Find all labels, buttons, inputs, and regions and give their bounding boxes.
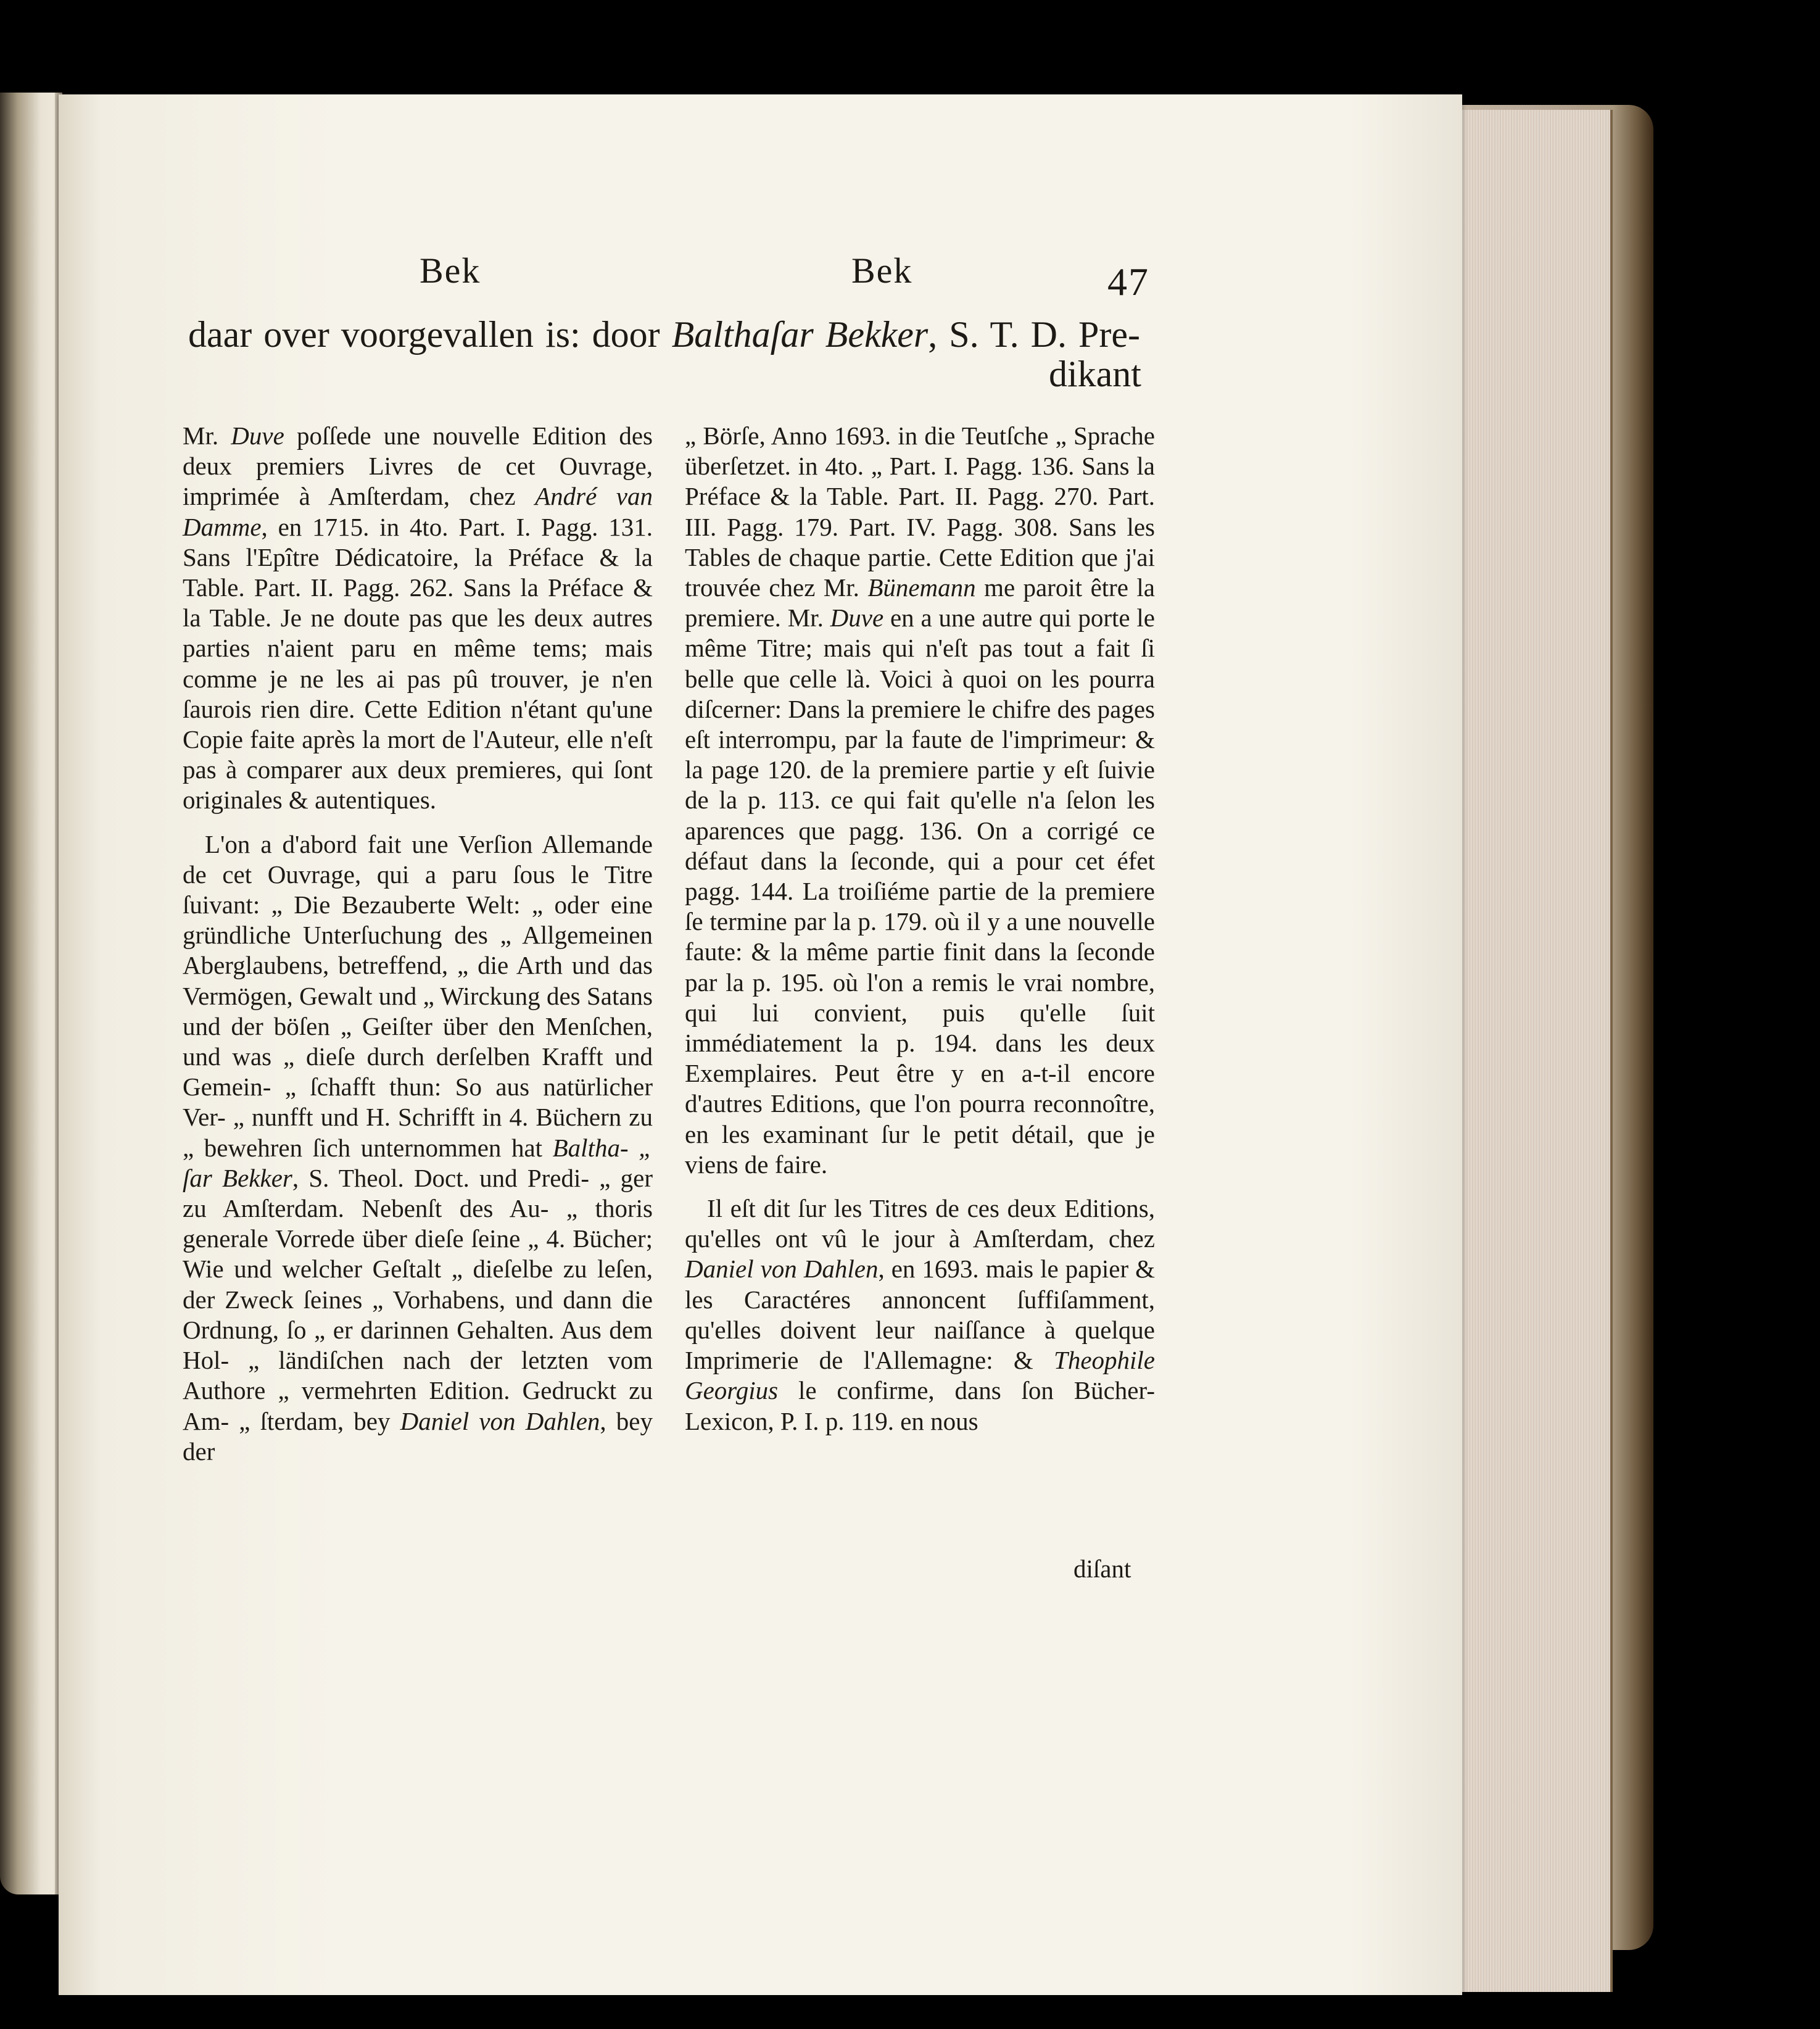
italic-name: André van Damme [183, 482, 653, 541]
left-text-column [183, 421, 653, 1467]
text-run: , en 1693. mais le papier & les Caractéres annoncent ſuffiſamment, qu'elles doivent leur naiſſance à quelque Imprimerie de l'Allemagne: & [685, 1255, 1156, 1375]
paragraph [183, 829, 653, 1467]
paragraph [685, 421, 1155, 1180]
text-run: , en 1715. in 4to. Part. I. Pagg. 131. Sans l'Epître Dédicatoire, la Préface & la Table. Part. II. Pagg. 262. Sans la Préface & la Table. Je ne doute pas que les deux autres parties n'aient paru en même tems; mais comme je ne les ai pas pû trouver, je n'en ſaurois rien dire. Cette Edition n'étant qu'une Copie faite après la mort de l'Auteur, elle n'eſt pas à comparer aux deux premieres, qui ſont originales & autentiques. [183, 512, 653, 815]
italic-name: Duve [231, 421, 284, 450]
italic-name: Duve [830, 604, 884, 633]
text-run: L'on a d'abord fait une Verſion Allemande de cet Ouvrage, qui a paru ſous le Titre ſuivant: „ Die Bezauberte Welt: „ oder eine gründliche Unterſuchung des „ Allgemeinen Aberglaubens, betreffend, „ die Arth und das Vermögen, Gewalt und „ Wirckung des Satans und der böſen „ Geiſter über den Menſchen, und was „ dieſe durch derſelben Krafft und Gemein- „ ſchafft thun: So aus natürlicher Ver- „ nunfft und H. Schrifft in 4. Büchern zu „ bewehren ſich unternommen hat [183, 829, 653, 1162]
italic-name: Bünemann [867, 573, 976, 602]
facing-page-edge [0, 93, 59, 1894]
title-author: Balthaſar Bekker [671, 314, 929, 355]
entry-title [188, 313, 1151, 356]
italic-name: Theophile Georgius [685, 1346, 1155, 1405]
paragraph [183, 421, 653, 816]
running-head-right: Bek [851, 251, 913, 291]
page-number: 47 [1107, 260, 1149, 304]
page-block-edges [1462, 110, 1613, 1992]
text-run: me paroit être la premiere. Mr. [685, 573, 1155, 633]
text-run: poſſede une nouvelle Edition des deux premiers Livres de cet Ouvrage, imprimée à Amſterdam, chez [183, 421, 653, 511]
catchword: diſant [1073, 1554, 1131, 1583]
text-run: Il eſt dit ſur les Titres de ces deux Editions, qu'elles ont vû le jour à Amſterdam, chez [685, 1194, 1155, 1253]
right-text-column [685, 421, 1155, 1437]
italic-name: Baltha- „ ſar Bekker [183, 1133, 653, 1192]
title-text-after: , S. T. D. Pre- [928, 314, 1140, 355]
italic-name: Daniel von Dahlen [685, 1255, 879, 1284]
running-head-left: Bek [420, 251, 481, 291]
paragraph [685, 1193, 1155, 1437]
entry-title-continuation: dikant [1049, 354, 1141, 394]
text-run: , bey der [183, 1406, 653, 1466]
text-run: , S. Theol. Doct. und Predi- „ ger zu Amſterdam. Nebenſt des Au- „ thoris generale Vorrede über dieſe ſeine „ 4. Bücher; Wie und welcher Geſtalt „ dieſelbe zu leſen, der Zweck ſeines „ Vorhabens, und dann die Ordnung, ſo „ er darinnen Gehalten. Aus dem Hol- „ ländiſchen nach der letzten vom Authore „ vermehrten Edition. Gedruckt zu Am- „ ſterdam, bey [183, 1163, 653, 1435]
italic-name: Daniel von Dahlen [400, 1406, 600, 1435]
text-run: en a une autre qui porte le même Titre; mais qui n'eſt pas tout a fait ſi belle que celle là. Voici à quoi on les pourra diſcerner: Dans la premiere le chifre des pages eſt interrompu, par la faute de l'imprimeur: & la page 120. de la premiere partie y eſt ſuivie de la p. 113. ce qui fait qu'elle n'a ſelon les aparences que pagg. 136. On a corrigé ce défaut dans la ſeconde, qui a pour cet éfet pagg. 144. La troiſiéme partie de la premiere ſe termine par la p. 179. où il y a une nouvelle faute: & la même partie finit dans la ſeconde par la p. 195. où l'on a remis le vrai nombre, qui lui convient, puis qu'elle ſuit immédiatement la p. 194. dans les deux Exemplaires. Peut être y en a-t-il encore d'autres Editions, que l'on pourra reconnoître, en les examinant ſur le petit détail, que je viens de faire. [685, 604, 1156, 1179]
text-run: Mr. [183, 421, 231, 450]
title-text-before: daar over voorgevallen is: door [188, 314, 672, 355]
text-run: „ Börſe, Anno 1693. in die Teutſche „ Sprache überſetzet. in 4to. „ Part. I. Pagg. 136. Sans la Préface & la Table. Part. II. Pagg. 270. Part. III. Pagg. 179. Part. IV. Pagg. 308. Sans les Tables de chaque partie. Cette Edition que j'ai trouvée chez Mr. [685, 421, 1155, 602]
text-run: le confirme, dans ſon Bücher-Lexicon, P. I. p. 119. en nous [685, 1376, 1155, 1435]
